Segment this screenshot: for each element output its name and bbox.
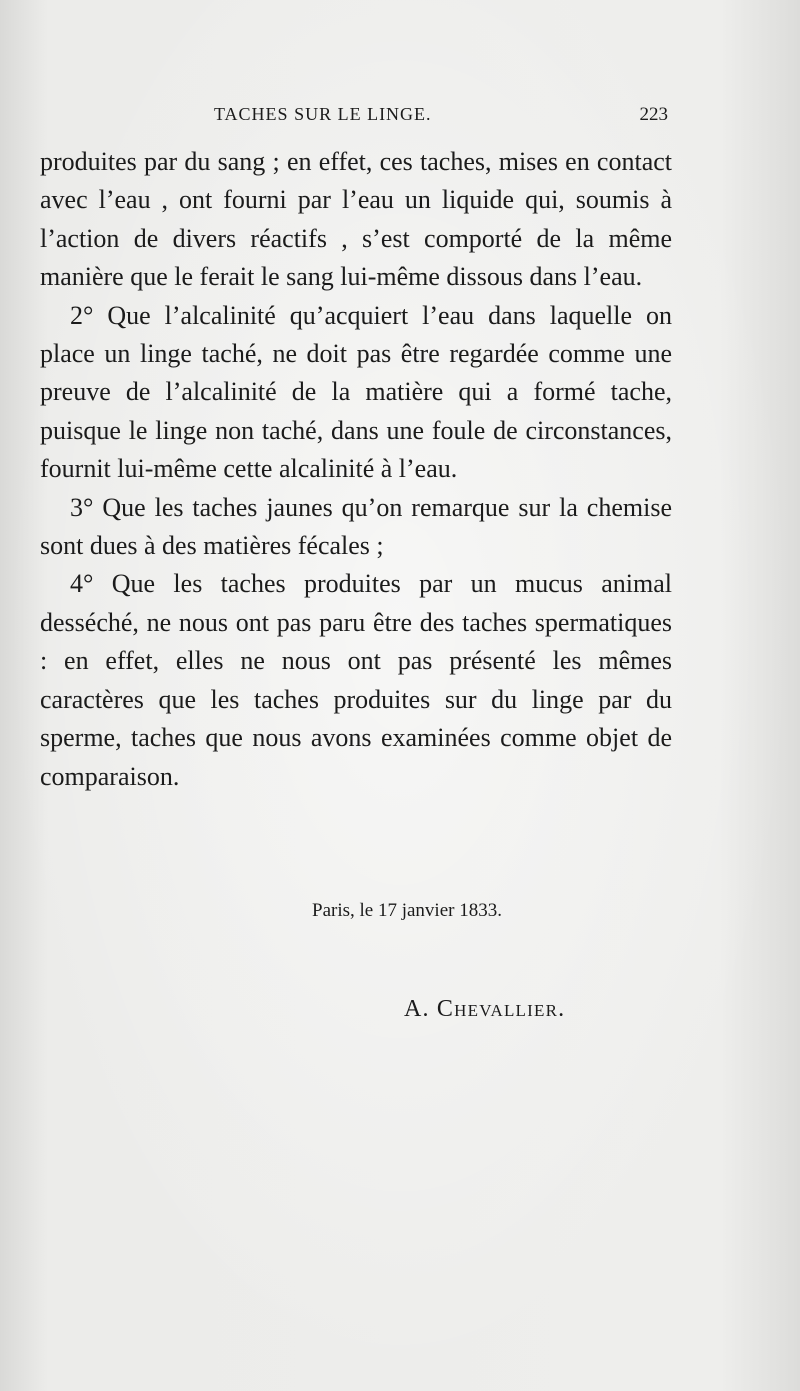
paragraph-4: 4° Que les taches produites par un mucus animal desséché, ne nous ont pas paru être des taches spermatiques : en effet, elles ne nous ont pas présenté les mêmes caractères que les taches produites sur du linge par du sperme, taches que nous avons examinées comme objet de comparaison. — [40, 569, 672, 791]
paragraph-1: produites par du sang ; en effet, ces taches, mises en contact avec l’eau , ont fourni par l’eau un liquide qui, soumis à l’action de divers réactifs , s’est comporté de la même manière que le ferait le sang lui-même dissous dans l’eau. — [40, 147, 672, 292]
page-header — [44, 104, 668, 134]
paragraph-2: 2° Que l’alcalinité qu’acquiert l’eau dans laquelle on place un linge taché, ne doit pas être regardée comme une preuve de l’alcalinité de la matière qui a formé tache, puisque le linge non taché, dans une foule de circonstances, fournit lui-même cette alcalinité à l’eau. — [40, 300, 672, 484]
signature: A. Chevallier. — [404, 996, 566, 1022]
body-text — [40, 143, 672, 796]
page-number: 223 — [639, 104, 668, 125]
paragraph-3: 3° Que les taches jaunes qu’on remarque sur la chemise sont dues à des matières fécales ; — [40, 492, 672, 561]
running-title: TACHES SUR LE LINGE. — [214, 104, 432, 124]
place-date: Paris, le 17 janvier 1833. — [312, 900, 502, 921]
